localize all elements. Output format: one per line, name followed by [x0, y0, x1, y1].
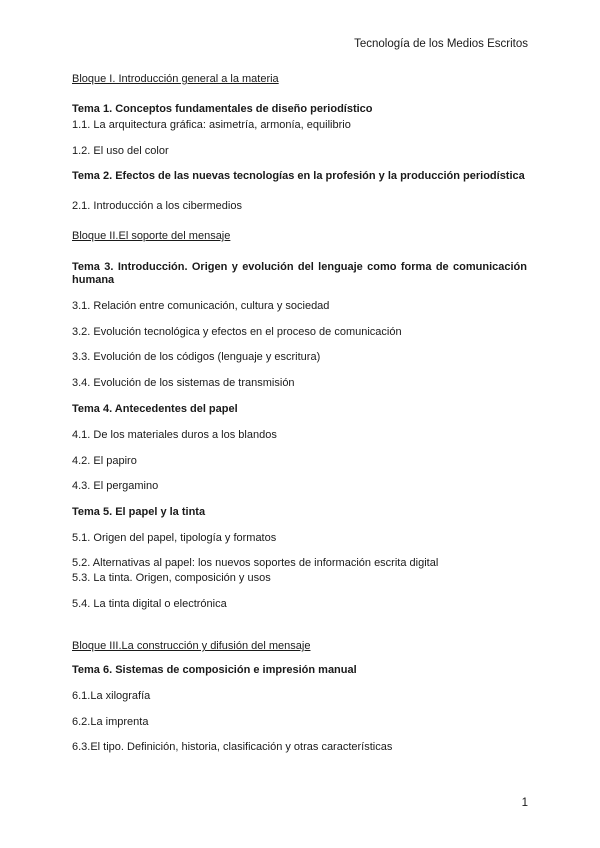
subtopic-5-3: 5.3. La tinta. Origen, composición y usos: [72, 572, 271, 584]
subtopic-4-1: 4.1. De los materiales duros a los blandos: [72, 429, 277, 441]
subtopic-1-2: 1.2. El uso del color: [72, 145, 169, 157]
subtopic-3-1: 3.1. Relación entre comunicación, cultura y sociedad: [72, 300, 330, 312]
running-header: Tecnología de los Medios Escritos: [354, 38, 528, 50]
topic-heading-6: Tema 6. Sistemas de composición e impresión manual: [72, 664, 357, 676]
block-heading-3: Bloque III.La construcción y difusión del mensaje: [72, 640, 311, 652]
subtopic-4-2: 4.2. El papiro: [72, 455, 137, 467]
block-heading-2: Bloque II.El soporte del mensaje: [72, 230, 231, 242]
subtopic-6-2: 6.2.La imprenta: [72, 716, 149, 728]
subtopic-3-4: 3.4. Evolución de los sistemas de transmisión: [72, 377, 295, 389]
subtopic-3-2: 3.2. Evolución tecnológica y efectos en el proceso de comunicación: [72, 326, 402, 338]
subtopic-3-3: 3.3. Evolución de los códigos (lenguaje y escritura): [72, 351, 321, 363]
page-number: 1: [521, 797, 528, 809]
subtopic-1-1: 1.1. La arquitectura gráfica: asimetría, armonía, equilibrio: [72, 119, 351, 131]
topic-heading-3: Tema 3. Introducción. Origen y evolución del lenguaje como forma de comunicación humana: [72, 261, 527, 286]
subtopic-5-1: 5.1. Origen del papel, tipología y formatos: [72, 532, 277, 544]
subtopic-5-2: 5.2. Alternativas al papel: los nuevos soportes de información escrita digital: [72, 557, 439, 569]
topic-heading-1: Tema 1. Conceptos fundamentales de diseño periodístico: [72, 103, 373, 115]
topic-heading-5: Tema 5. El papel y la tinta: [72, 506, 206, 518]
topic-heading-2: Tema 2. Efectos de las nuevas tecnologías en la profesión y la producción periodística: [72, 170, 525, 182]
topic-heading-4: Tema 4. Antecedentes del papel: [72, 403, 238, 415]
subtopic-2-1: 2.1. Introducción a los cibermedios: [72, 200, 242, 212]
subtopic-5-4: 5.4. La tinta digital o electrónica: [72, 598, 227, 610]
subtopic-6-3: 6.3.El tipo. Definición, historia, clasificación y otras características: [72, 741, 393, 753]
subtopic-4-3: 4.3. El pergamino: [72, 480, 159, 492]
subtopic-6-1: 6.1.La xilografía: [72, 690, 151, 702]
block-heading-1: Bloque I. Introducción general a la materia: [72, 73, 279, 85]
